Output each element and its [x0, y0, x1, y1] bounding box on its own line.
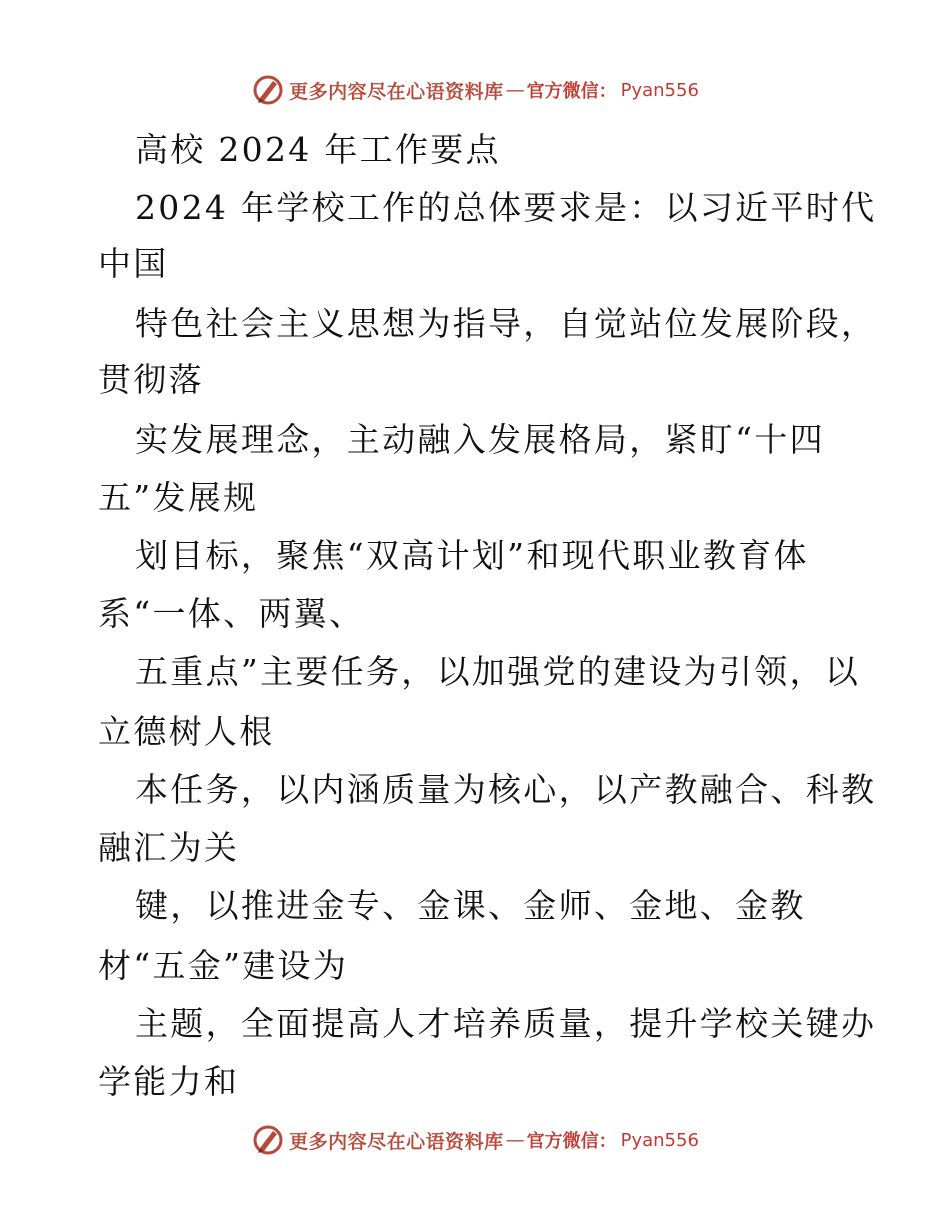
watermark-site-text: 更多内容尽在心语资料库	[289, 1130, 504, 1153]
footer-watermark	[0, 1120, 950, 1160]
paragraph-line: 2024 年学校工作的总体要求是：以习近平时代	[135, 188, 877, 227]
paragraph-line: 本任务，以内涵质量为核心，以产教融合、科教	[135, 770, 877, 809]
paragraph-line: 系“一体、两翼、	[98, 594, 365, 633]
paragraph-line: 学能力和	[98, 1062, 240, 1101]
watermark-wechat-id: Pyan556	[620, 1129, 699, 1151]
paragraph-line: 融汇为关	[98, 828, 240, 867]
paragraph-line: 特色社会主义思想为指导，自觉站位发展阶段，	[135, 304, 877, 343]
paragraph-line: 五重点”主要任务，以加强党的建设为引领，以	[135, 652, 861, 691]
watermark-wechat-label: 官方微信：	[526, 81, 617, 102]
paragraph-line: 贯彻落	[98, 360, 204, 399]
watermark-wechat-label: 官方微信：	[526, 1131, 617, 1152]
watermark-dash: —	[505, 79, 525, 101]
watermark-site-text: 更多内容尽在心语资料库	[289, 80, 504, 103]
paragraph-line: 立德树人根	[98, 712, 275, 751]
watermark-dash: —	[505, 1129, 525, 1151]
paragraph-line: 实发展理念，主动融入发展格局，紧盯“十四	[135, 420, 825, 459]
watermark-wechat-id: Pyan556	[620, 79, 699, 101]
paragraph-line: 划目标，聚焦“双高计划”和现代职业教育体	[135, 536, 809, 575]
paragraph-line: 主题，全面提高人才培养质量，提升学校关键办	[135, 1004, 877, 1043]
pen-logo-icon	[251, 73, 285, 107]
paragraph-line: 键，以推进金专、金课、金师、金地、金教	[135, 886, 806, 925]
document-title: 高校 2024 年工作要点	[135, 130, 501, 169]
paragraph-line: 五”发展规	[98, 478, 259, 517]
paragraph-line: 中国	[98, 244, 169, 283]
pen-logo-icon	[251, 1123, 285, 1157]
paragraph-line: 材“五金”建设为	[98, 946, 349, 985]
header-watermark	[0, 70, 950, 110]
